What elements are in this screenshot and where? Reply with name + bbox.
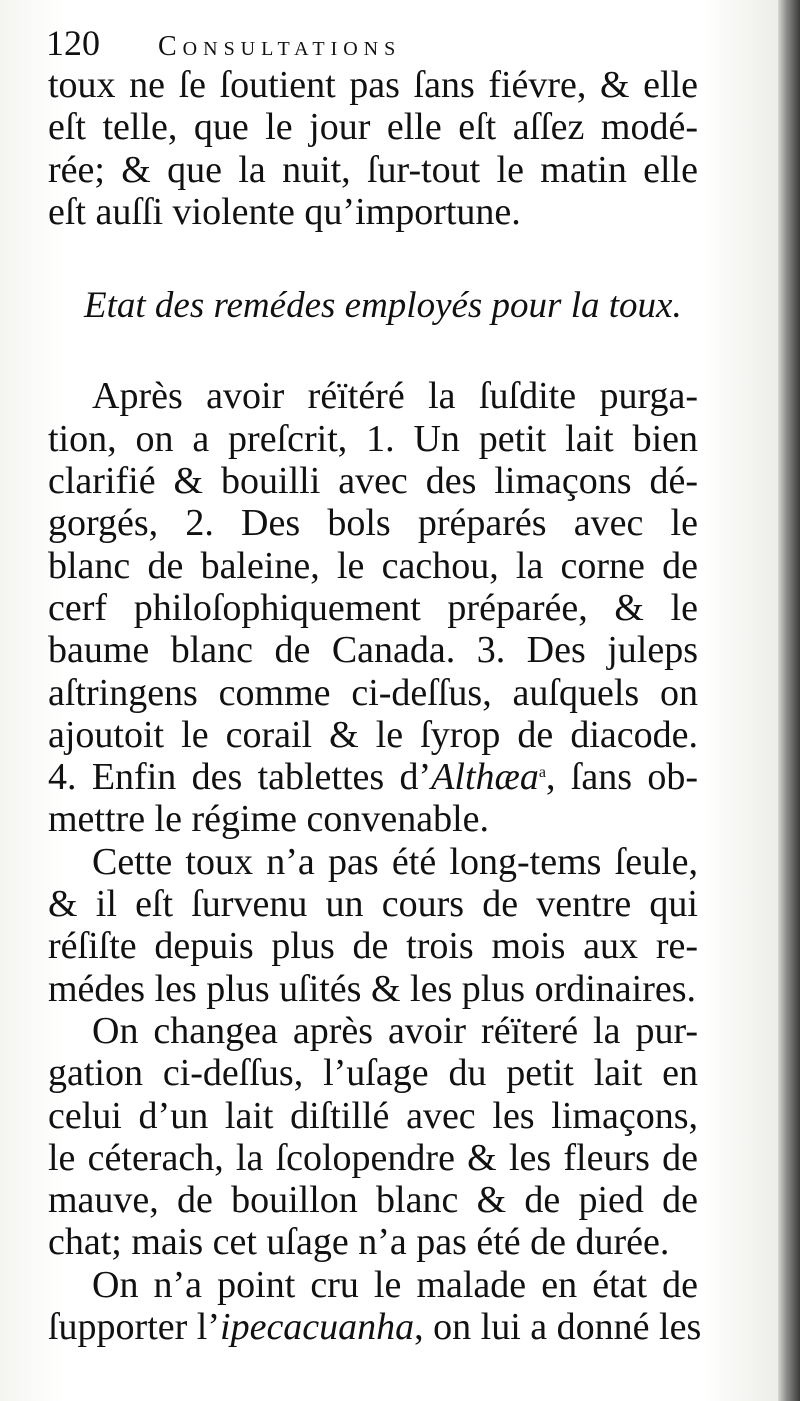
- text-line: eſt auſſi violente qu’importune.: [48, 190, 521, 233]
- text-segment: 4. Enfin des tablettes d’: [48, 756, 432, 799]
- text-line: celui d’un lait diſtillé avec les limaçons,: [48, 1094, 698, 1137]
- text-line: [48, 756, 698, 798]
- text-line: gorgés, 2. Des bols préparés avec le: [48, 502, 698, 545]
- running-head: Consultations: [158, 31, 402, 62]
- text-segment: ſupporter l’: [48, 1306, 221, 1349]
- text-line: clarifié & bouilli avec des limaçons dé-: [48, 460, 698, 503]
- text-line: mettre le régime convenable.: [48, 798, 490, 841]
- text-line: Cette toux n’a pas été long-tems ſeule,: [92, 840, 698, 883]
- text-line: On n’a point cru le malade en état de: [92, 1263, 698, 1306]
- text-line: tion, on a preſcrit, 1. Un petit lait bien: [48, 417, 698, 460]
- page-body: [48, 64, 702, 1349]
- text-line: rée; & que la nuit, ſur-tout le matin elle: [48, 148, 698, 191]
- text-line: gation ci-deſſus, l’uſage du petit lait en: [48, 1052, 698, 1095]
- page-gutter-shadow: [778, 0, 800, 1401]
- text-line: blanc de baleine, le cachou, la corne de: [48, 544, 698, 587]
- paragraph-ipecacuanha: [48, 1263, 702, 1349]
- text-segment: , ſans ob-: [545, 756, 698, 799]
- text-line: Après avoir réïtéré la ſuſdite purga-: [92, 375, 698, 418]
- text-line: cerf philoſophiquement préparée, & le: [48, 586, 698, 629]
- section-heading: Etat des remédes employés pour la toux.: [84, 285, 682, 327]
- text-line: réſiſte depuis plus de trois mois aux re-: [48, 925, 698, 968]
- text-line: [48, 1306, 702, 1349]
- text-line: On changea après avoir réïteré la pur-: [92, 1009, 698, 1052]
- text-line: & il eſt ſurvenu un cours de ventre qui: [48, 883, 698, 926]
- text-line: aſtringens comme ci-deſſus, auſquels on: [48, 671, 698, 714]
- paragraph-treatment-change: [48, 1010, 698, 1264]
- text-line: mauve, de bouillon blanc & de pied de: [48, 1179, 698, 1222]
- text-line: eſt telle, que le jour elle eſt aſſez modé-: [48, 106, 698, 149]
- text-segment: , on lui a donné les: [414, 1306, 702, 1349]
- paragraph-remedies: [48, 375, 698, 840]
- text-line: médes les plus uſités & les plus ordinaires.: [48, 967, 697, 1010]
- footnote-marker: a: [538, 764, 546, 782]
- latin-term: ipecacuanha: [220, 1306, 415, 1349]
- paragraph-cough-description: [48, 64, 698, 233]
- paragraph-diarrhea: [48, 841, 698, 1010]
- latin-term: Althæa: [431, 756, 539, 799]
- page-number: 120: [46, 23, 100, 63]
- text-line: chat; mais cet uſage n’a pas été de durée.: [48, 1221, 670, 1264]
- text-line: ajoutoit le corail & le ſyrop de diacode.: [48, 713, 698, 756]
- text-line: le céterach, la ſcolopendre & les fleurs de: [48, 1136, 698, 1179]
- page-header: [46, 22, 740, 66]
- text-line: baume blanc de Canada. 3. Des juleps: [48, 629, 698, 672]
- text-line: toux ne ſe ſoutient pas ſans fiévre, & elle: [48, 64, 698, 106]
